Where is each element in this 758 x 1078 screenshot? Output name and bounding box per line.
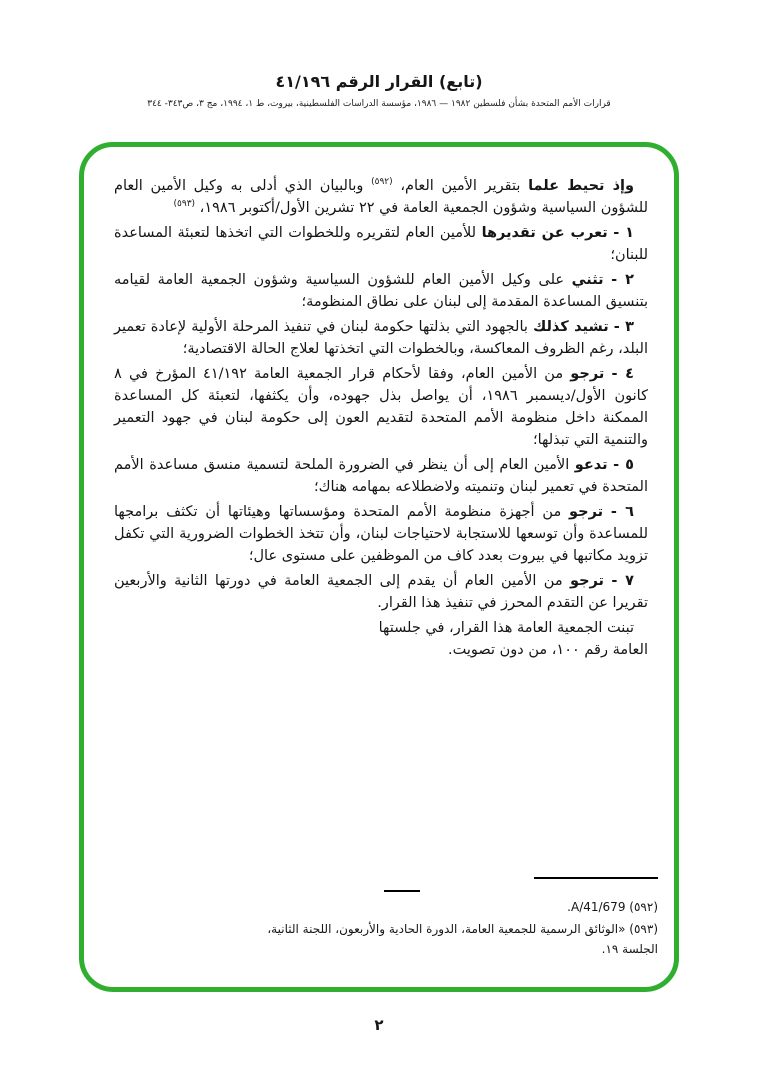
resolution-body — [84, 147, 674, 664]
paragraph-number: ٥ - — [613, 457, 635, 473]
paragraph-operative-5 — [114, 454, 648, 498]
paragraph-lead: ترجو — [569, 504, 604, 520]
footnote-ref-593: (٥٩٣) — [173, 199, 196, 210]
paragraph-number: ٣ - — [613, 319, 635, 335]
paragraph-lead: ترجو — [570, 366, 605, 382]
paragraph-text: الأمين العام إلى أن ينظر في الضرورة الملحة لتسمية منسق مساعدة الأمم المتحدة في تعمير لبنان وتنميته ولاضطلاعه بمهامه هناك؛ — [114, 457, 648, 495]
paragraph-number: ٢ - — [611, 272, 635, 288]
footnote-592 — [258, 897, 658, 917]
paragraph-operative-4 — [114, 363, 648, 451]
footnote-text: A/41/679. — [567, 900, 626, 914]
paragraph-operative-1 — [114, 222, 648, 266]
footnote-text: «الوثائق الرسمية للجمعية العامة، الدورة الحادية والأربعون، اللجنة الثانية، الجلسة ١٩. — [267, 922, 658, 956]
paragraph-preamble — [114, 175, 648, 219]
paragraph-number: ٦ - — [610, 504, 635, 520]
paragraph-operative-7 — [114, 570, 648, 614]
preamble-text: بتقرير الأمين العام، — [400, 178, 521, 194]
paragraph-lead: ترجو — [569, 573, 604, 589]
paragraph-text: من الأمين العام أن يقدم إلى الجمعية العامة في دورتها الثانية والأربعين تقريرا عن التقدم المحرز في تنفيذ هذا القرار. — [114, 573, 648, 611]
adoption-note: تبنت الجمعية العامة هذا القرار، في جلستها العامة رقم ١٠٠، من دون تصويت. — [378, 620, 648, 658]
paragraph-number: ٤ - — [611, 366, 634, 382]
paragraph-operative-3 — [114, 316, 648, 360]
closing-rule — [384, 890, 420, 892]
paragraph-text: بالجهود التي بذلتها حكومة لبنان في تنفيذ المرحلة الأولية لإعادة تعمير البلد، رغم الظروف المعاكسة، وبالخطوات التي اتخذتها لعلاج الحالة الاقتصادية؛ — [114, 319, 648, 357]
paragraph-text: من أجهزة منظومة الأمم المتحدة ومؤسساتها وهيئاتها أن تكثف برامجها للمساعدة وأن توسعها للاستجابة لاحتياجات لبنان، وأن تتخذ الخطوات الضرورية التي تكفل تزويد مكاتبها في بيروت بعدد كاف من الموظفين على مستوى عال؛ — [114, 504, 648, 564]
preamble-text-2: وبالبيان الذي أدلى به وكيل الأمين العام للشؤون السياسية وشؤون الجمعية العامة في ٢٢ تشرين الأول/أكتوبر ١٩٨٦، — [114, 178, 648, 216]
paragraph-text: للأمين العام لتقريره وللخطوات التي اتخذها لتعبئة المساعدة للبنان؛ — [114, 225, 648, 263]
paragraph-operative-2 — [114, 269, 648, 313]
green-border-frame — [79, 142, 679, 992]
paragraph-lead: تثني — [571, 272, 604, 288]
page-number: ٢ — [374, 1016, 384, 1034]
paragraph-lead: تشيد كذلك — [532, 319, 609, 335]
paragraph-number: ١ - — [613, 225, 635, 241]
footnote-593 — [258, 919, 658, 959]
footnotes-section — [258, 897, 658, 961]
footnote-marker: (٥٩٢) — [629, 900, 658, 914]
footnote-separator-rule — [534, 877, 658, 879]
footnote-ref-592: (٥٩٢) — [371, 177, 393, 188]
document-title: (تابع) القرار الرقم ٤١/١٩٦ — [275, 72, 483, 91]
page-header — [0, 72, 758, 109]
source-citation: قرارات الأمم المتحدة بشأن فلسطين ١٩٨٢ — ١٩٨٦، مؤسسة الدراسات الفلسطينية، بيروت، ط ١، ١٩٩٤، مج ٣، ص٣٤٣- ٣٤٤ — [147, 99, 611, 109]
paragraph-number: ٧ - — [611, 573, 635, 589]
paragraph-lead: تعرب عن تقديرها — [481, 225, 608, 241]
paragraph-text: على وكيل الأمين العام للشؤون السياسية وشؤون الجمعية العامة لقيامه بتنسيق المساعدة المقدمة إلى لبنان على نطاق المنظومة؛ — [114, 272, 648, 310]
paragraph-operative-6 — [114, 501, 648, 567]
paragraph-lead: تدعو — [574, 457, 608, 473]
footnote-marker: (٥٩٣) — [629, 922, 658, 936]
preamble-lead: وإذ تحيط علما — [528, 178, 635, 194]
paragraph-text: من الأمين العام، وفقا لأحكام قرار الجمعية العامة ٤١/١٩٢ المؤرخ في ٨ كانون الأول/ديسمبر ١٩٨٦، أن يواصل بذل جهوده، وأن يكثفها، لتعبئة كل المساعدة الممكنة داخل منظومة الأمم المتحدة لتقديم العون إلى حكومة لبنان في جهود التعمير والتنمية التي تبذلها؛ — [114, 366, 648, 448]
